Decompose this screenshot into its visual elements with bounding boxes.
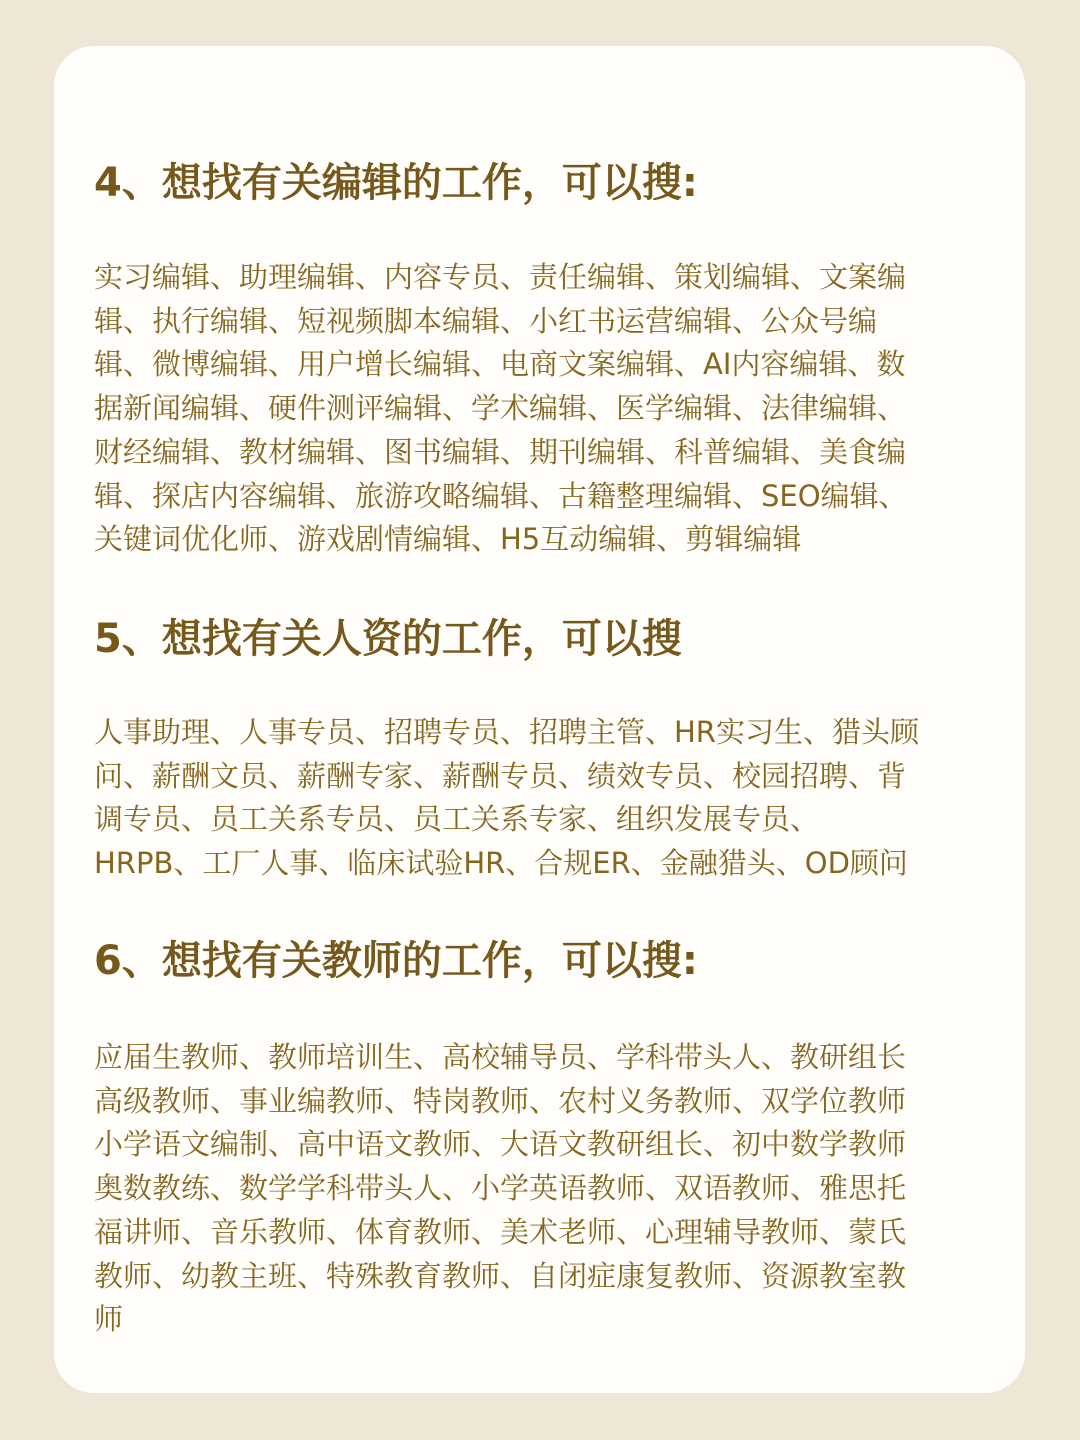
section-body-hr: 人事助理、人事专员、招聘专员、招聘主管、HR实习生、猎头顾 问、薪酬文员、薪酬专家、薪酬专员、绩效专员、校园招聘、背 调专员、员工关系专员、员工关系专家、组织发展专员、 HRPB、工厂人事、临床试验HR、合规ER、金融猎头、OD顾问 bbox=[94, 715, 919, 881]
section-title-editor: 4、想找有关编辑的工作，可以搜: bbox=[94, 160, 698, 206]
section-body-editor: 实习编辑、助理编辑、内容专员、责任编辑、策划编辑、文案编 辑、执行编辑、短视频脚本编辑、小红书运营编辑、公众号编 辑、微博编辑、用户增长编辑、电商文案编辑、AI内容编辑、数 据新闻编辑、硬件测评编辑、学术编辑、医学编辑、法律编辑、 财经编辑、教材编辑、图书编辑、期刊编辑、科普编辑、美食编 辑、探店内容编辑、旅游攻略编辑、古籍整理编辑、SEO编辑、 关键词优化师、游戏剧情编辑、H5互动编辑、剪辑编辑 bbox=[94, 260, 908, 557]
section-body-teacher: 应届生教师、教师培训生、高校辅导员、学科带头人、教研组长 高级教师、事业编教师、特岗教师、农村义务教师、双学位教师 小学语文编制、高中语文教师、大语文教研组长、初中数学教师 奥数教练、数学学科带头人、小学英语教师、双语教师、雅思托 福讲师、音乐教师、体育教师、美术老师、心理辅导教师、蒙氏 教师、幼教主班、特殊教育教师、自闭症康复教师、资源教室教 师 bbox=[94, 1040, 907, 1337]
section-title-teacher: 6、想找有关教师的工作，可以搜: bbox=[94, 938, 698, 984]
section-title-hr: 5、想找有关人资的工作，可以搜 bbox=[94, 616, 682, 662]
content-card bbox=[54, 46, 1025, 1393]
